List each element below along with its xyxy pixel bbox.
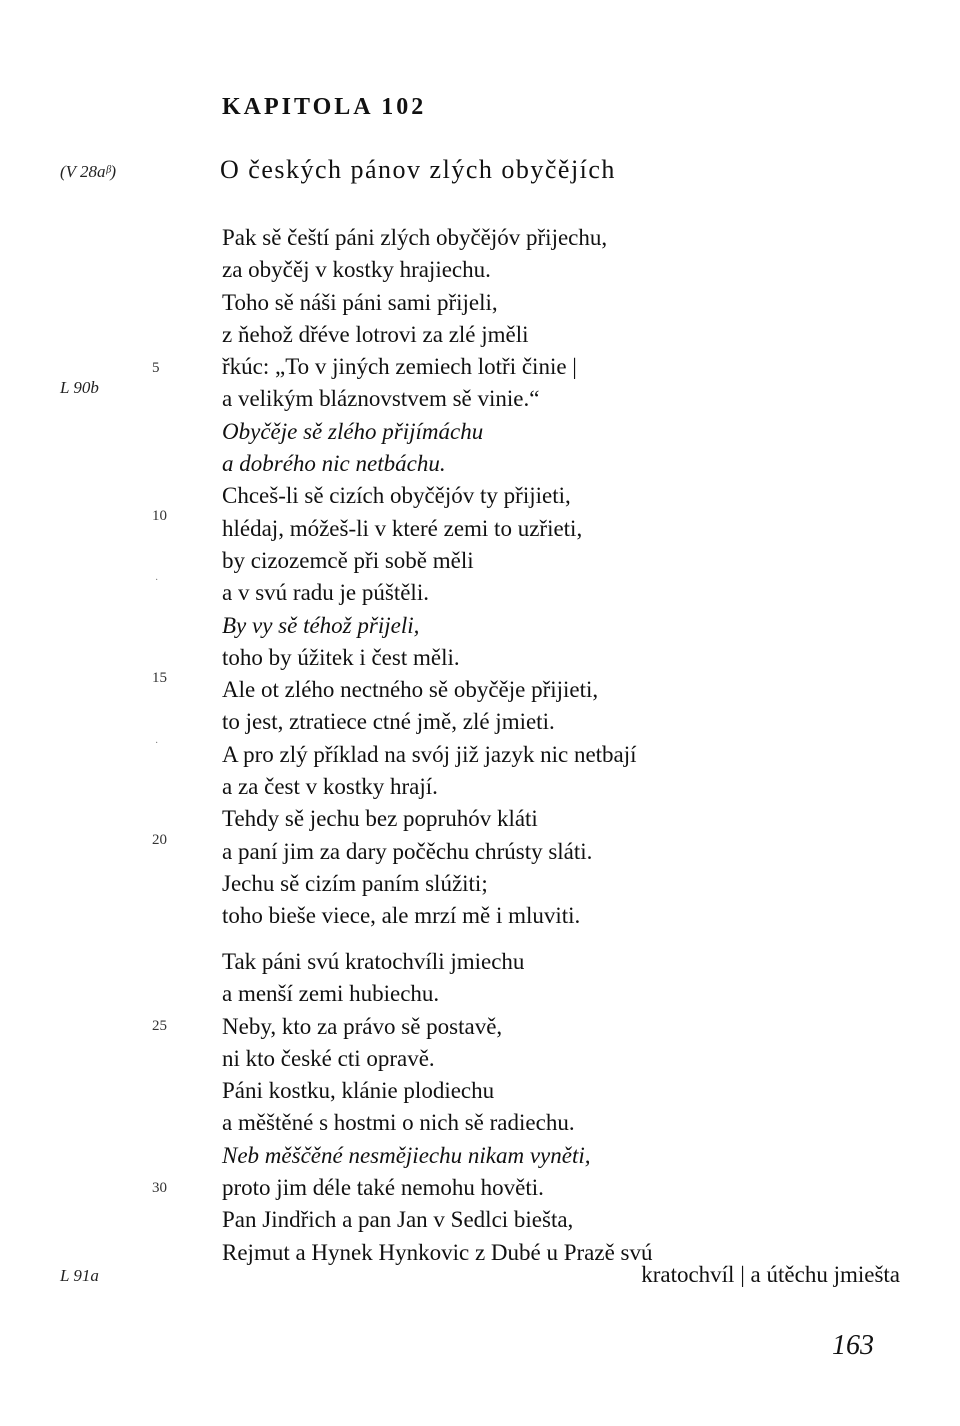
chapter-subtitle: O českých pánov zlých obyčějích xyxy=(220,155,616,184)
margin-reference-90b: L 90b xyxy=(60,378,99,397)
verse-line: a za čest v kostky hrají. xyxy=(222,774,438,800)
verse-line: a menší zemi hubiechu. xyxy=(222,981,440,1007)
verse-line: za obyčěj v kostky hrajiechu. xyxy=(222,257,491,283)
verse-line: Neb měščěné nesmějiechu nikam vyněti, xyxy=(222,1142,591,1168)
verse-line: a v svú radu je púštěli. xyxy=(222,580,429,606)
verse-line: Ale ot zlého nectného sě obyčěje přijieti, xyxy=(222,677,599,703)
verse-line: toho by úžitek i čest měli. xyxy=(222,644,460,670)
verse-line: Tak páni svú kratochvíli jmiechu xyxy=(222,949,525,974)
chapter-heading: KAPITOLA 102 xyxy=(222,94,427,120)
line-number: 30 xyxy=(152,1180,167,1196)
verse-line: ni kto české cti opravě. xyxy=(222,1045,435,1071)
verse-line: Pan Jindřich a pan Jan v Sedlci biešta, xyxy=(222,1207,574,1233)
line-number: 25 xyxy=(152,1018,167,1034)
line-number: 15 xyxy=(152,670,167,686)
verse-line: Rejmut a Hynek Hynkovic z Dubé u Prazě svú xyxy=(222,1239,653,1265)
verse-line: Chceš-li sě cizích obyčějóv ty přijieti, xyxy=(222,483,571,509)
verse-line: By vy sě téhož přijeli, xyxy=(222,612,420,638)
line-number: 5 xyxy=(152,360,160,376)
verse-line: z ňehož dřéve lotrovi za zlé jměli xyxy=(222,321,529,347)
verse-line: řkúc: „To v jiných zemiech lotři činie | xyxy=(222,354,577,380)
margin-dot: · xyxy=(155,738,159,749)
margin-reference-top: (V 28aᵝ) xyxy=(60,162,116,181)
verse-line: proto jim déle také nemohu hověti. xyxy=(222,1175,544,1201)
verse-line: to jest, ztratiece ctné jmě, zlé jmieti. xyxy=(222,709,555,735)
verse-line: Toho sě náši páni sami přijeli, xyxy=(222,289,498,315)
verse-line: Jechu sě cizím paním slúžiti; xyxy=(222,870,488,896)
verse-line-continuation: kratochvíl | a útěchu jmiešta xyxy=(641,1262,900,1287)
verse-line: a velikým bláznovstvem sě vinie.“ xyxy=(222,386,540,412)
stanza-1 xyxy=(222,222,637,933)
verse-line: Obyčěje sě zlého přijímáchu xyxy=(222,418,484,444)
margin-reference-91a: L 91a xyxy=(60,1266,99,1285)
verse-line: Páni kostku, klánie plodiechu xyxy=(222,1078,495,1104)
verse-line: Neby, kto za právo sě postavě, xyxy=(222,1013,503,1039)
verse-line: a paní jim za dary počěchu chrústy sláti. xyxy=(222,838,593,864)
verse-line: by cizozemcě při sobě měli xyxy=(222,547,474,573)
verse-line: Tehdy sě jechu bez popruhóv kláti xyxy=(222,806,538,832)
verse-line: Pak sě čeští páni zlých obyčějóv přijechu, xyxy=(222,225,608,250)
verse-line: a dobrého nic netbáchu. xyxy=(222,451,446,477)
page-number: 163 xyxy=(832,1330,874,1361)
margin-dot: · xyxy=(155,575,159,586)
verse-line: a měštěné s hostmi o nich sě radiechu. xyxy=(222,1110,575,1136)
line-number: 10 xyxy=(152,508,167,524)
verse-line: toho bieše viece, ale mrzí mě i mluviti. xyxy=(222,903,581,929)
verse-line: A pro zlý příklad na svój již jazyk nic netbají xyxy=(222,741,637,767)
stanza-2 xyxy=(222,946,653,1269)
verse-line: hlédaj, móžeš-li v které zemi to uzřieti, xyxy=(222,515,583,541)
line-number: 20 xyxy=(152,832,167,848)
